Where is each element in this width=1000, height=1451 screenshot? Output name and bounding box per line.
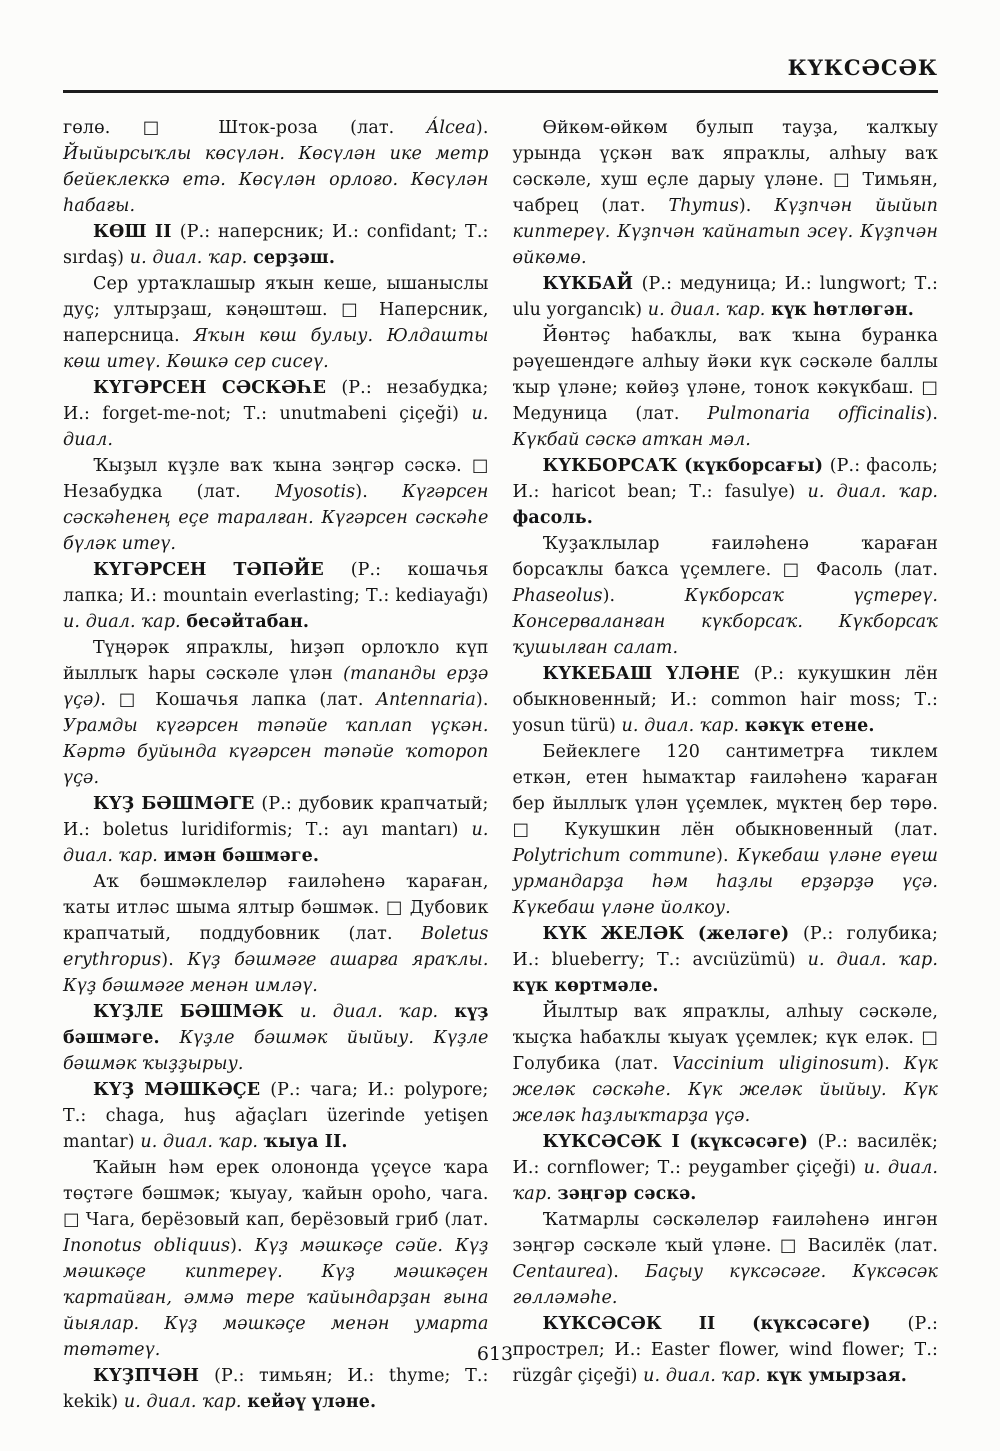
- bold-text: күк умырзая.: [766, 1366, 907, 1386]
- bold-text: КҮҘПЧӘН: [93, 1366, 215, 1386]
- header-rule: [63, 90, 938, 93]
- plain-text: Ҡыҙыл күҙле ваҡ ҡына зәңгәр сәскә. □ Незабудка (лат.: [63, 456, 489, 502]
- italic-text: и. диал. ҡар.: [807, 950, 938, 970]
- plain-text: Йөнтәҫ һабаҡлы, ваҡ ҡына буранка рәүешендәге алһыу йәки күк сәскәле баллы ҡыр үләне; көйөҙ үләне, тоноҡ кәкүкбаш. □ Медуница (лат.: [512, 326, 938, 424]
- plain-text: Өйкөм-өйкөм булып тауҙа, ҡалҡыу урында үҫкән ваҡ япраҡлы, алһыу ваҡ сәскәле, хуш еҫле дарыу үләне. □ Тимьян, чабрец (лат.: [512, 118, 938, 216]
- entry-paragraph: [513, 921, 939, 999]
- plain-text: (Р.: голубика; И.: blueberry; Т.: avcıüzümü): [512, 924, 938, 970]
- entry-paragraph: [513, 115, 939, 271]
- plain-text: ).: [161, 950, 188, 970]
- guide-word: КҮКСӘСӘК: [787, 55, 938, 80]
- entry-paragraph: [513, 531, 939, 661]
- plain-text: (Р.: медуница; И.: lungwort; Т.: ulu yorgancık): [512, 274, 938, 320]
- plain-text: (Р.: тимьян; И.: thyme; Т.: kekik): [63, 1366, 489, 1412]
- italic-text: (тапанды ерҙә үҫә): [63, 664, 489, 710]
- plain-text: (Р.: василёк; И.: cornflower; Т.: peygamber çiçeği): [512, 1132, 938, 1178]
- entry-paragraph: [63, 791, 489, 869]
- entry-paragraph: [513, 999, 939, 1129]
- italic-text: Күк желәк сәскәһе. Күк желәк йыйыу. Күк желәк һаҙлыҡтарҙа үҫә.: [512, 1054, 938, 1126]
- plain-text: гөлө. □ Шток-роза (лат.: [63, 118, 427, 138]
- italic-text: Álcea: [426, 118, 476, 138]
- bold-text: күҙ бәшмәге.: [63, 1002, 489, 1048]
- bold-text: ҡыуа II.: [263, 1132, 348, 1152]
- italic-text: и. диал. ҡар.: [621, 716, 745, 736]
- bold-text: КҮҘЛЕ БӘШМӘК: [93, 1002, 300, 1022]
- bold-text: КҮК ЖЕЛӘК (желәге): [542, 924, 803, 944]
- italic-text: и. диал.: [63, 404, 489, 450]
- plain-text: (Р.: фасоль; И.: haricot bean; Т.: fasulye): [512, 456, 938, 502]
- plain-text: (Р.: дубовик крапчатый; И.: boletus luridiformis; Т.: ayı mantarı): [63, 794, 489, 840]
- plain-text: ).: [355, 482, 403, 502]
- plain-text: (Р.: кукушкин лён обыкновенный; И.: common hair moss; Т.: yosun türü): [512, 664, 938, 736]
- italic-text: и. диал. ҡар.: [63, 820, 489, 866]
- bold-text: КҮҘ БӘШМӘГЕ: [93, 794, 262, 814]
- italic-text: и. диал. ҡар.: [643, 1366, 767, 1386]
- italic-text: Күҙ бәшмәге ашарға яраҡлы. Күҙ бәшмәге менән имләү.: [63, 950, 489, 996]
- italic-text: Phaseolus: [512, 586, 603, 606]
- italic-text: и. диал. ҡар.: [299, 1002, 455, 1022]
- plain-text: ).: [925, 404, 939, 424]
- italic-text: Polytrichum commune: [512, 846, 717, 866]
- bold-text: кейәү үләне.: [247, 1392, 377, 1412]
- bold-text: кәкүк етене.: [744, 716, 875, 736]
- italic-text: и. диал. ҡар.: [647, 300, 772, 320]
- entry-paragraph: [513, 453, 939, 531]
- italic-text: Баҫыу күксәсәге. Күксәсәк гөлләмәһе.: [512, 1262, 938, 1308]
- entry-paragraph: [513, 323, 939, 453]
- plain-text: . □ Кошачья лапка (лат.: [100, 690, 377, 710]
- italic-text: Antennaria: [376, 690, 476, 710]
- plain-text: ).: [877, 1054, 904, 1074]
- plain-text: Аҡ бәшмәклеләр ғаиләһенә ҡараған, ҡаты итләс шыма ялтыр бәшмәк. □ Дубовик крапчатый, поддубовник (лат.: [63, 872, 489, 944]
- bold-text: КӨШ II: [93, 222, 180, 242]
- italic-text: Vaccinium uliginosum: [672, 1054, 878, 1074]
- bold-text: КҮКСӘСӘК II (күксәсәге): [542, 1314, 908, 1334]
- bold-text: күк көртмәле.: [512, 976, 659, 996]
- entry-paragraph: [63, 375, 489, 453]
- bold-text: КҮГӘРСЕН СӘСКӘҺЕ: [93, 378, 342, 398]
- italic-text: и. диал. ҡар.: [807, 482, 938, 502]
- italic-text: Күкборсаҡ үҫтереү. Консерваланған күкборсаҡ. Күкборсаҡ ҡушылған салат.: [512, 586, 938, 658]
- plain-text: ).: [606, 1262, 646, 1282]
- plain-text: (Р.: прострел; И.: Easter flower, wind flower; Т.: rüzgâr çiçeği): [512, 1314, 938, 1386]
- entry-paragraph: [513, 661, 939, 739]
- plain-text: Бейеклеге 120 сантиметрға тиклем еткән, етен һымаҡтар ғаиләһенә ҡараған бер йыллыҡ үлән үҫемлек, мүктең бер төрө. □ Кукушкин лён обыкновенный (лат.: [512, 742, 938, 840]
- column-left: [63, 115, 489, 1412]
- entry-paragraph: [63, 1077, 489, 1155]
- plain-text: Йылтыр ваҡ япраҡлы, алһыу сәскәле, ҡыҫҡа һабаҡлы ҡыуаҡ үҫемлек; күк еләк. □ Голубика (лат.: [512, 1002, 938, 1074]
- italic-text: и. диал. ҡар.: [63, 612, 187, 632]
- entry-paragraph: [63, 557, 489, 635]
- column-right: [512, 115, 939, 1386]
- bold-text: күк һөтлөгән.: [771, 300, 914, 320]
- entry-paragraph: [63, 453, 489, 557]
- bold-text: зәңгәр сәскә.: [557, 1184, 697, 1204]
- italic-text: Inonotus obliquus: [63, 1236, 231, 1256]
- running-head: [63, 0, 938, 78]
- italic-text: и. диал. ҡар.: [123, 1392, 248, 1412]
- italic-text: Күҙ мәшкәҫе сәйе. Күҙ мәшкәҫе киптереү. Күҙ мәшкәҫен ҡартайған, әммә тере ҡайындарҙан ғына йыялар. Күҙ мәшкәҫе менән умарта төтәтеү.: [63, 1236, 489, 1360]
- plain-text: (Р.: наперсник; И.: confidant; Т.: sırdaş): [63, 222, 489, 268]
- entry-paragraph: [63, 219, 489, 271]
- italic-text: Күкбай сәскә атҡан мәл.: [512, 430, 751, 450]
- italic-text: и. диал. ҡар.: [512, 1158, 938, 1204]
- plain-text: ).: [230, 1236, 255, 1256]
- plain-text: (Р.: кошачья лапка; И.: mountain everlasting; Т.: kediayağı): [63, 560, 489, 606]
- italic-text: Урамды күгәрсен тәпәйе ҡаплап үҫкән. Кәртә буйында күгәрсен тәпәйе ҡотороп үҫә.: [63, 716, 489, 788]
- plain-text: ).: [738, 196, 775, 216]
- plain-text: Ҡатмарлы сәскәлеләр ғаиләһенә ингән зәңгәр сәскәле ҡый үләне. □ Василёк (лат.: [512, 1210, 938, 1256]
- italic-text: Йыйырсыҡлы көсүлән. Көсүлән ике метр бейеклеккә етә. Көсүлән орлоғо. Көсүлән һабағы.: [63, 144, 489, 216]
- italic-text: Күҙпчән йыйып киптереү. Күҙпчән ҡайнатып эсеү. Күҙпчән өйкөмө.: [512, 196, 938, 268]
- bold-text: серҙәш.: [253, 248, 336, 268]
- plain-text: (Р.: незабудка; И.: forget-me-not; Т.: unutmabeni çiçeği): [63, 378, 489, 424]
- entry-paragraph: [513, 271, 939, 323]
- entry-paragraph: [63, 1155, 489, 1363]
- entry-paragraph: [513, 1207, 939, 1311]
- entry-paragraph: [63, 635, 489, 791]
- plain-text: ).: [716, 846, 738, 866]
- italic-text: Күкебаш үләне еүеш урмандарҙа һәм һаҙлы ерҙәрҙә үҫә. Күкебаш үләне йолкоу.: [512, 846, 938, 918]
- italic-text: Pulmonaria officinalis: [707, 404, 926, 424]
- italic-text: Яҡын көш булыу. Юлдашты көш итеү. Көшкә сер сисеү.: [63, 326, 489, 372]
- plain-text: Ҡуҙаҡлылар ғаиләһенә ҡараған борсаҡлы баҡса үҫемлеге. □ Фасоль (лат.: [512, 534, 938, 580]
- plain-text: Түңәрәк япраҡлы, һиҙәп орлоҡло күп йыллыҡ һары сәскәле үлән: [63, 638, 489, 684]
- bold-text: КҮКБАЙ: [542, 274, 642, 294]
- entry-paragraph: [63, 271, 489, 375]
- italic-text: Күҙле бәшмәк йыйыу. Күҙле бәшмәк ҡыҙҙырыу.: [63, 1028, 489, 1074]
- entry-paragraph: [513, 739, 939, 921]
- bold-text: КҮГӘРСЕН ТӘПӘЙЕ: [93, 560, 351, 580]
- plain-text: ).: [475, 690, 489, 710]
- entry-paragraph: [63, 1363, 489, 1415]
- italic-text: Күгәрсен сәскәһенең еҫе таралған. Күгәрсен сәскәһе бүләк итеү.: [63, 482, 489, 554]
- italic-text: Thymus: [668, 196, 739, 216]
- plain-text: Сер уртаҡлашыр яҡын кеше, ышаныслы дуҫ; ултырҙаш, кәңәштәш. □ Наперсник, наперсница.: [63, 274, 489, 346]
- plain-text: Ҡайын һәм ерек олононда үҫеүсе ҡара төҫтәге бәшмәк; ҡыуау, ҡайын ороһо, чага. □ Чага, берёзовый кап, берёзовый гриб (лат.: [63, 1158, 489, 1230]
- plain-text: ).: [602, 586, 685, 606]
- bold-text: КҮКСӘСӘК I (күксәсәге): [542, 1132, 818, 1152]
- entry-paragraph: [63, 999, 489, 1077]
- bold-text: фасоль.: [512, 508, 593, 528]
- bold-text: имән бәшмәге.: [163, 846, 320, 866]
- entry-paragraph: [63, 115, 489, 219]
- italic-text: и. диал. ҡар.: [129, 248, 254, 268]
- plain-text: (Р.: чага; И.: polypore; Т.: chaga, huş ağaçları üzerinde yetişen mantar): [63, 1080, 489, 1152]
- bold-text: бесәйтабан.: [186, 612, 310, 632]
- bold-text: КҮКБОРСАҠ (күкборсағы): [542, 456, 830, 476]
- bold-text: КҮҘ МӘШКӘҪЕ: [93, 1080, 271, 1100]
- page-number: 613: [476, 1343, 514, 1365]
- italic-text: Myosotis: [275, 482, 356, 502]
- bold-text: КҮКЕБАШ ҮЛӘНЕ: [542, 664, 754, 684]
- italic-text: Boletus erythropus: [63, 924, 489, 970]
- plain-text: ).: [475, 118, 489, 138]
- entry-paragraph: [63, 869, 489, 999]
- italic-text: и. диал. ҡар.: [140, 1132, 264, 1152]
- entry-paragraph: [513, 1129, 939, 1207]
- italic-text: Centaurea: [512, 1262, 607, 1282]
